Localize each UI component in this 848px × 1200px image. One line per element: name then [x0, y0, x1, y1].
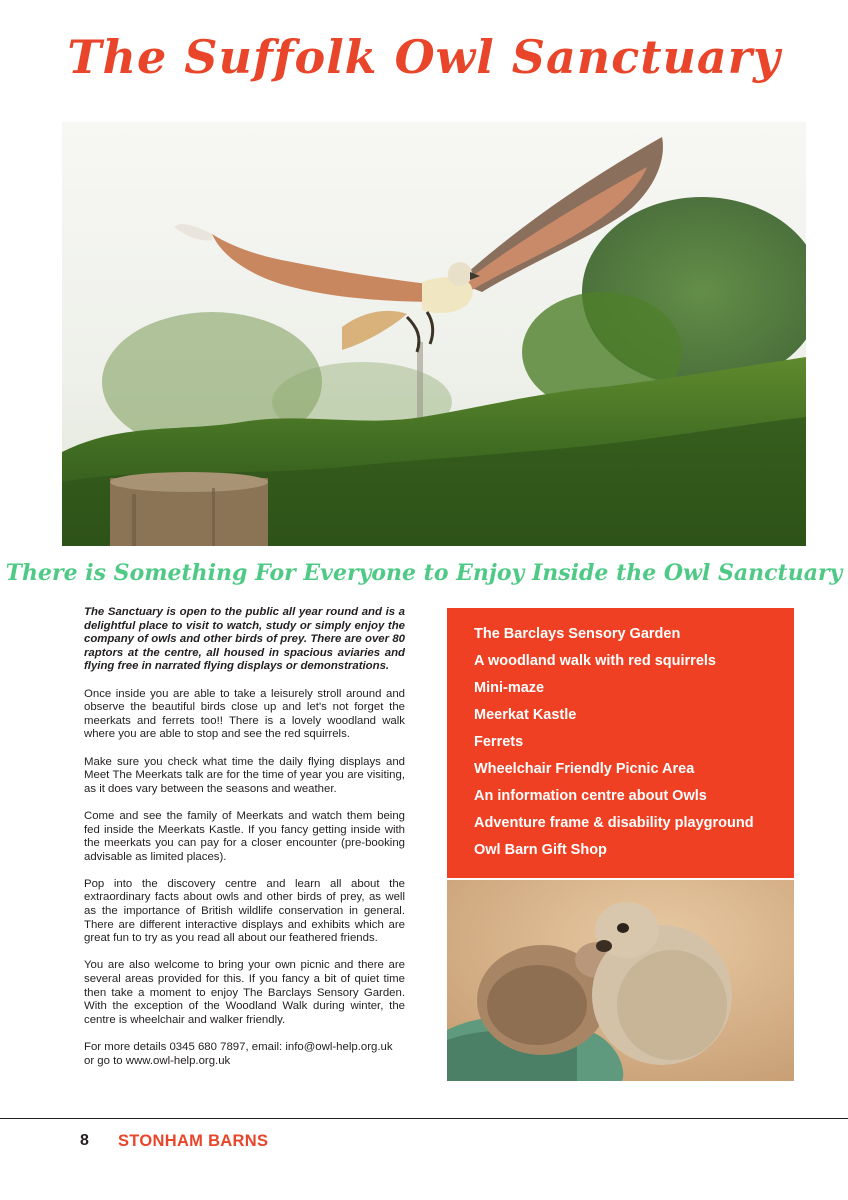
page-title: The Suffolk Owl Sanctuary — [67, 30, 781, 84]
feature-item: Owl Barn Gift Shop — [474, 842, 607, 858]
meerkat-photo — [447, 880, 794, 1081]
feature-item: Mini-maze — [474, 680, 545, 696]
features-panel — [447, 608, 794, 878]
hero-photo-hawk — [62, 122, 806, 546]
feature-item: A woodland walk with red squirrels — [474, 653, 716, 669]
article-paragraph: Pop into the discovery centre and learn all about the extraordinary facts about owls and other birds of prey, as well as the importance of British wildlife conservation in general. There are different interactive displays and exhibits which are great fun to try as you read all about our feathered friends. — [84, 877, 405, 945]
feature-item: The Barclays Sensory Garden — [474, 626, 681, 642]
article-paragraph: Once inside you are able to take a leisurely stroll around and observe the beautiful birds close up and let's not forget the meerkats and ferrets too!! There is a lovely woodland walk where you are able to stop and see the red squirrels. — [84, 687, 405, 741]
section-subtitle: There is Something For Everyone to Enjoy Inside the Owl Sanctuary — [5, 560, 843, 586]
feature-item: Wheelchair Friendly Picnic Area — [474, 761, 695, 777]
page-number: 8 — [80, 1132, 89, 1149]
lead-paragraph: The Sanctuary is open to the public all year round and is a delightful place to visit to watch, study or simply enjoy the company of owls and other birds of prey. There are over 80 raptors at the centre, all housed in spacious aviaries and flying free in narrated flying displays or demonstrations. — [84, 606, 405, 673]
brand-name: STONHAM BARNS — [118, 1132, 269, 1150]
contact-details: For more details 0345 680 7897, email: info@owl-help.org.uk or go to www.owl-help.org.uk — [84, 1041, 393, 1067]
feature-item: Adventure frame & disability playground — [474, 815, 754, 831]
feature-item: Meerkat Kastle — [474, 707, 577, 723]
feature-item: Ferrets — [474, 734, 524, 750]
article-paragraph: You are also welcome to bring your own picnic and there are several areas provided for this. If you fancy a bit of quiet time then take a moment to enjoy The Barclays Sensory Garden. With the exception of the Woodland Walk during winter, the centre is wheelchair and walker friendly. — [84, 959, 405, 1026]
feature-item: An information centre about Owls — [474, 788, 707, 804]
footer-divider — [0, 1118, 848, 1119]
article-paragraph: Make sure you check what time the daily flying displays and Meet The Meerkats talk are for the time of year you are visiting, as it does vary between the seasons and weather. — [84, 755, 405, 795]
article-body — [84, 606, 405, 1082]
features-list — [447, 608, 794, 867]
article-paragraph: Come and see the family of Meerkats and watch them being fed inside the Meerkats Kastle. If you fancy getting inside with the meerkats you can pay for a closer encounter (pre-booking advisable as limited places). — [84, 809, 405, 863]
